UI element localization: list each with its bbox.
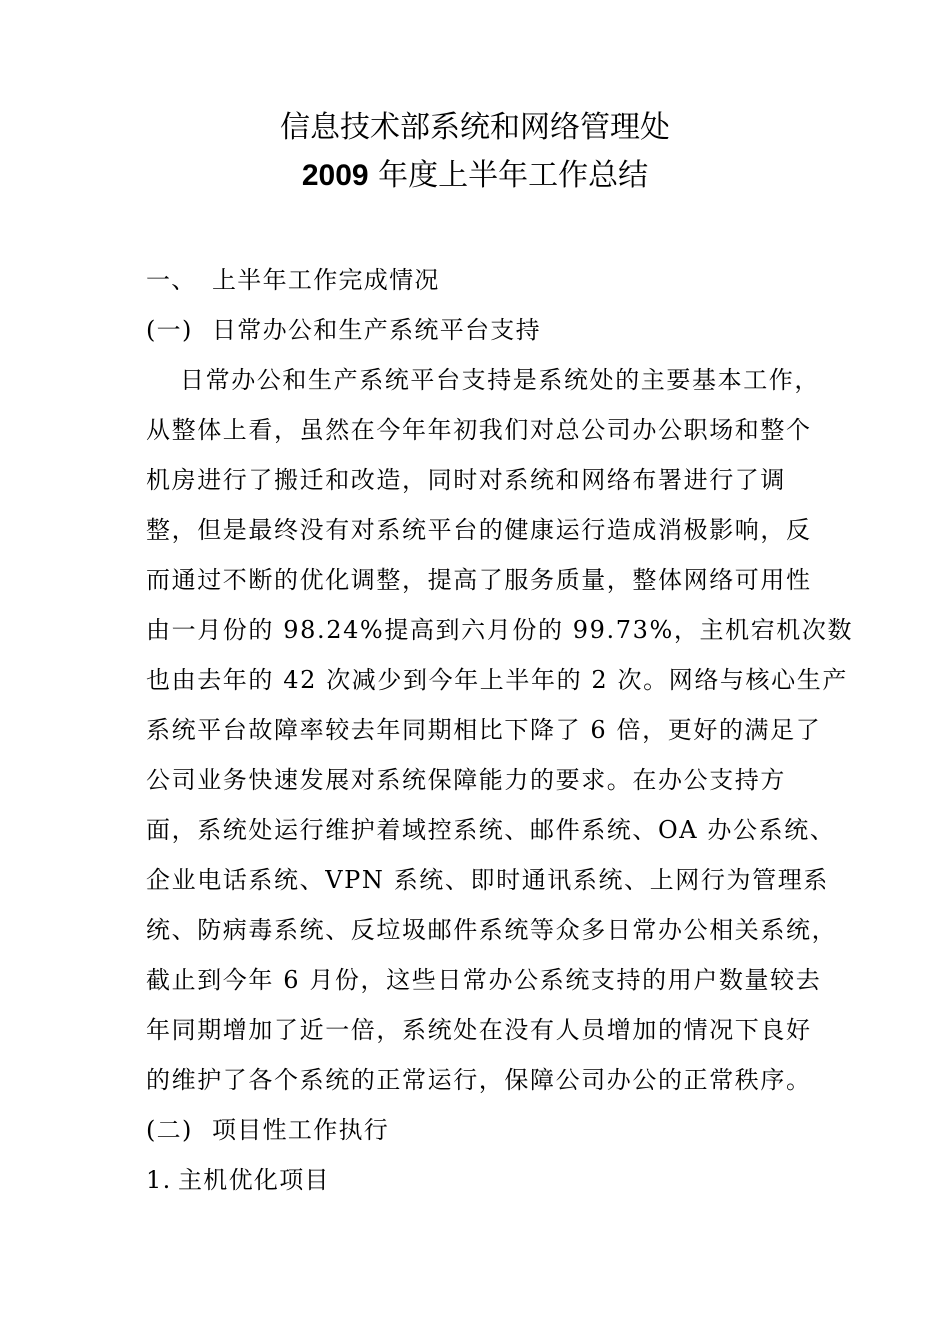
paragraph-line: 日常办公和生产系统平台支持是系统处的主要基本工作， xyxy=(180,366,820,394)
paragraph-line: 截止到今年 6 月份，这些日常办公系统支持的用户数量较去 xyxy=(146,966,822,994)
title-line-2 xyxy=(0,152,950,200)
subsection-heading-2-marker: (二) xyxy=(146,1116,193,1144)
title-line-2-rest: 年度上半年工作总结 xyxy=(368,158,649,193)
numbered-item-1-marker: 1. xyxy=(146,1166,172,1194)
paragraph-line: 年同期增加了近一倍，系统处在没有人员增加的情况下良好 xyxy=(146,1016,812,1044)
paragraph-line: 公司业务快速发展对系统保障能力的要求。在办公支持方 xyxy=(146,766,786,794)
paragraph-line: 机房进行了搬迁和改造，同时对系统和网络布署进行了调 xyxy=(146,466,786,494)
paragraph-line: 从整体上看，虽然在今年年初我们对总公司办公职场和整个 xyxy=(146,416,812,444)
title-year: 2009 xyxy=(301,159,369,192)
paragraph-line: 也由去年的 42 次减少到今年上半年的 2 次。网络与核心生产 xyxy=(146,666,848,694)
numbered-item-1-label: 主机优化项目 xyxy=(178,1166,330,1194)
section-heading-1-label: 上半年工作完成情况 xyxy=(212,266,440,294)
section-heading-1-marker: 一、 xyxy=(146,266,197,294)
document-title xyxy=(0,104,950,200)
paragraph-line: 面，系统处运行维护着域控系统、邮件系统、OA 办公系统、 xyxy=(146,816,836,844)
paragraph-line: 企业电话系统、VPN 系统、即时通讯系统、上网行为管理系 xyxy=(146,866,829,894)
section-heading-1 xyxy=(146,255,836,305)
subsection-heading-2 xyxy=(146,1105,836,1155)
paragraph-line: 而通过不断的优化调整，提高了服务质量，整体网络可用性 xyxy=(146,566,812,594)
subsection-heading-1-marker: (一) xyxy=(146,316,193,344)
subsection-heading-1 xyxy=(146,305,836,355)
subsection-heading-2-label: 项目性工作执行 xyxy=(212,1116,390,1144)
paragraph-line: 系统平台故障率较去年同期相比下降了 6 倍，更好的满足了 xyxy=(146,716,822,744)
paragraph-1 xyxy=(146,355,854,1105)
paragraph-line: 整，但是最终没有对系统平台的健康运行造成消极影响，反 xyxy=(146,516,812,544)
title-line-1: 信息技术部系统和网络管理处 xyxy=(280,110,670,145)
paragraph-line: 由一月份的 98.24%提高到六月份的 99.73%，主机宕机次数 xyxy=(146,616,854,644)
subsection-heading-1-label: 日常办公和生产系统平台支持 xyxy=(212,316,541,344)
paragraph-line: 的维护了各个系统的正常运行，保障公司办公的正常秩序。 xyxy=(146,1066,812,1094)
numbered-item-1 xyxy=(146,1155,836,1205)
document-body xyxy=(146,255,854,1205)
paragraph-line: 统、防病毒系统、反垃圾邮件系统等众多日常办公相关系统， xyxy=(146,916,838,944)
